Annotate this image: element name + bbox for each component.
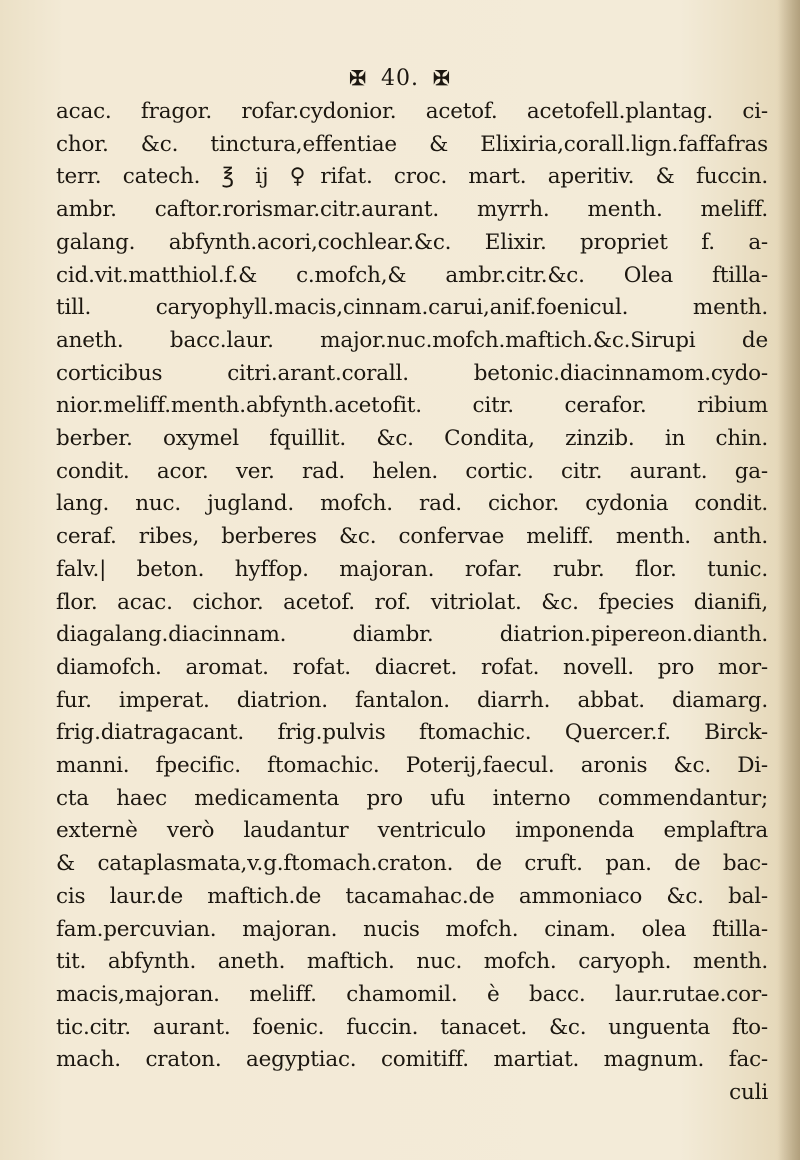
text-line: cta haec medicamenta pro ufu interno commendantur; [56,785,768,811]
text-line: cis laur.de maftich.de tacamahac.de ammoniaco &c. bal- [56,883,768,909]
text-line: tit. abfynth. aneth. maftich. nuc. mofch. caryoph. menth. [56,949,768,975]
catchword: culi [729,1080,768,1106]
text-line: ambr. caftor.rorismar.citr.aurant. myrrh. menth. meliff. [56,197,768,223]
text-line: flor. acac. cichor. acetof. rof. vitriolat. &c. fpecies dianifi, [56,589,768,615]
page-shadow-edge [778,0,800,1160]
text-line: & cataplasmata,v.g.ftomach.craton. de cruft. pan. de bac- [56,851,768,877]
text-line: tic.citr. aurant. foenic. fuccin. tanacet. &c. unguenta fto- [56,1014,768,1040]
text-line: fam.percuvian. majoran. nucis mofch. cinam. olea ftilla- [56,916,768,942]
text-line: frig.diatragacant. frig.pulvis ftomachic. Quercer.f. Birck- [56,720,768,746]
text-line: diagalang.diacinnam. diambr. diatrion.pipereon.dianth. [56,622,768,648]
text-line: galang. abfynth.acori,cochlear.&c. Elixir. propriet f. a- [56,229,768,255]
text-line: corticibus citri.arant.corall. betonic.diacinnamom.cydo- [56,360,768,386]
text-line: externè verò laudantur ventriculo imponenda emplaftra [56,818,768,844]
text-line: condit. acor. ver. rad. helen. cortic. citr. aurant. ga- [56,458,768,484]
page-number: 40. [381,66,419,91]
text-line: aneth. bacc.laur. major.nuc.mofch.maftich.&c.Sirupi de [56,327,768,353]
ornament-left-icon: ✠ [349,66,367,90]
text-line: fur. imperat. diatrion. fantalon. diarrh. abbat. diamarg. [56,687,768,713]
text-line: ceraf. ribes, berberes &c. confervae meliff. menth. anth. [56,524,768,550]
text-line: diamofch. aromat. rofat. diacret. rofat. novell. pro mor- [56,654,768,680]
text-line: nior.meliff.menth.abfynth.acetofit. citr. cerafor. ribium [56,393,768,419]
text-line: lang. nuc. jugland. mofch. rad. cichor. cydonia condit. [56,491,768,517]
text-line: mach. craton. aegyptiac. comitiff. martiat. magnum. fac- [56,1047,768,1073]
text-line: berber. oxymel fquillit. &c. Condita, zinzib. in chin. [56,426,768,452]
body-text [56,96,768,1110]
text-line: falv.| beton. hyffop. majoran. rofar. rubr. flor. tunic. [56,556,768,582]
text-line: acac. fragor. rofar.cydonior. acetof. acetofell.plantag. ci- [56,99,768,124]
ornament-right-icon: ✠ [433,66,451,90]
text-line: manni. fpecific. ftomachic. Poterij,faecul. aronis &c. Di- [56,753,768,779]
text-line: till. caryophyll.macis,cinnam.carui,anif.foenicul. menth. [56,295,768,321]
text-line: chor. &c. tinctura,effentiae & Elixiria,corall.lign.faffafras [56,131,768,157]
page-header [0,66,800,91]
text-line: terr. catech. ℥ ij ♀rifat. croc. mart. aperitiv. & fuccin. [56,164,768,190]
text-line: macis,majoran. meliff. chamomil. è bacc. laur.rutae.cor- [56,981,768,1007]
text-line: cid.vit.matthiol.f.& c.mofch,& ambr.citr.&c. Olea ftilla- [56,262,768,288]
